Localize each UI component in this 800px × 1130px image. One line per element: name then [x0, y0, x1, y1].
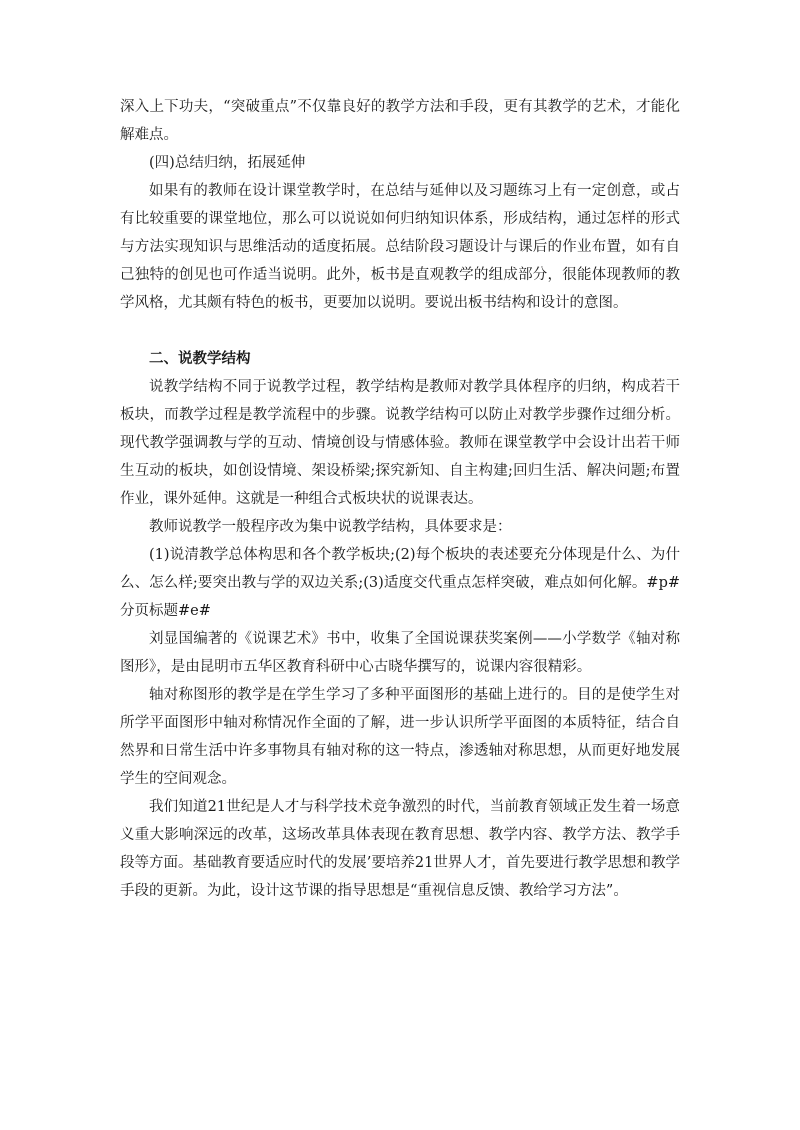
document-body	[120, 93, 680, 905]
paragraph-summary: 如果有的教师在设计课堂教学时，在总结与延伸以及习题练习上有一定创意，或占有比较重要的课堂地位，那么可以说说如何归纳知识体系，形成结构，通过怎样的形式与方法实现知识与思维活动的适度拓展。总结阶段习题设计与课后的作业布置，如有自己独特的创见也可作适当说明。此外，板书是直观教学的组成部分，很能体现教师的教学风格，尤其颇有特色的板书，更要加以说明。要说出板书结构和设计的意图。	[120, 183, 680, 311]
section-heading-teaching-structure: 二、说教学结构	[149, 351, 251, 367]
paragraph-structure-intro: 说教学结构不同于说教学过程，教学结构是教师对教学具体程序的归纳，构成若干板块，而教学过程是教学流程中的步骤。说教学结构可以防止对教学步骤作过细分析。现代教学强调教与学的互动、情境创设与情感体验。教师在课堂教学中会设计出若干师生互动的板块，如创设情境、架设桥梁;探究新知、自主构建;回归生活、解决问题;布置作业，课外延伸。这就是一种组合式板块状的说课表达。	[120, 379, 680, 507]
paragraph-continuation: 深入上下功夫，“突破重点”不仅靠良好的教学方法和手段，更有其教学的艺术，才能化解难点。	[120, 99, 680, 143]
paragraph-structure-requirements: 教师说教学一般程序改为集中说教学结构，具体要求是：	[149, 519, 512, 535]
paragraph-symmetry: 轴对称图形的教学是在学生学习了多种平面图形的基础上进行的。目的是使学生对所学平面图形中轴对称情况作全面的了解，进一步认识所学平面图的本质特征，结合自然界和日常生活中许多事物具有轴对称的这一特点，渗透轴对称思想，从而更好地发展学生的空间观念。	[120, 687, 680, 787]
paragraph-requirements-list: (1)说清教学总体构思和各个教学板块;(2)每个板块的表述要充分体现是什么、为什么、怎么样;要突出教与学的双边关系;(3)适度交代重点怎样突破，难点如何化解。#p#分页标题#e#	[120, 547, 680, 619]
subheading-summary: (四)总结归纳，拓展延伸	[149, 155, 306, 171]
paragraph-guiding-idea: 我们知道21世纪是人才与科学技术竞争激烈的时代，当前教育领域正发生着一场意义重大影响深远的改革，这场改革具体表现在教育思想、教学内容、教学方法、教学手段等方面。基础教育要适应时代的发展’要培养21世界人才，首先要进行教学思想和教学手段的更新。为此，设计这节课的指导思想是“重视信息反馈、教给学习方法”。	[120, 799, 680, 899]
paragraph-case-intro: 刘显国编著的《说课艺术》书中，收集了全国说课获奖案例——小学数学《轴对称图形》，是由昆明市五华区教育科研中心古晓华撰写的，说课内容很精彩。	[120, 631, 680, 675]
